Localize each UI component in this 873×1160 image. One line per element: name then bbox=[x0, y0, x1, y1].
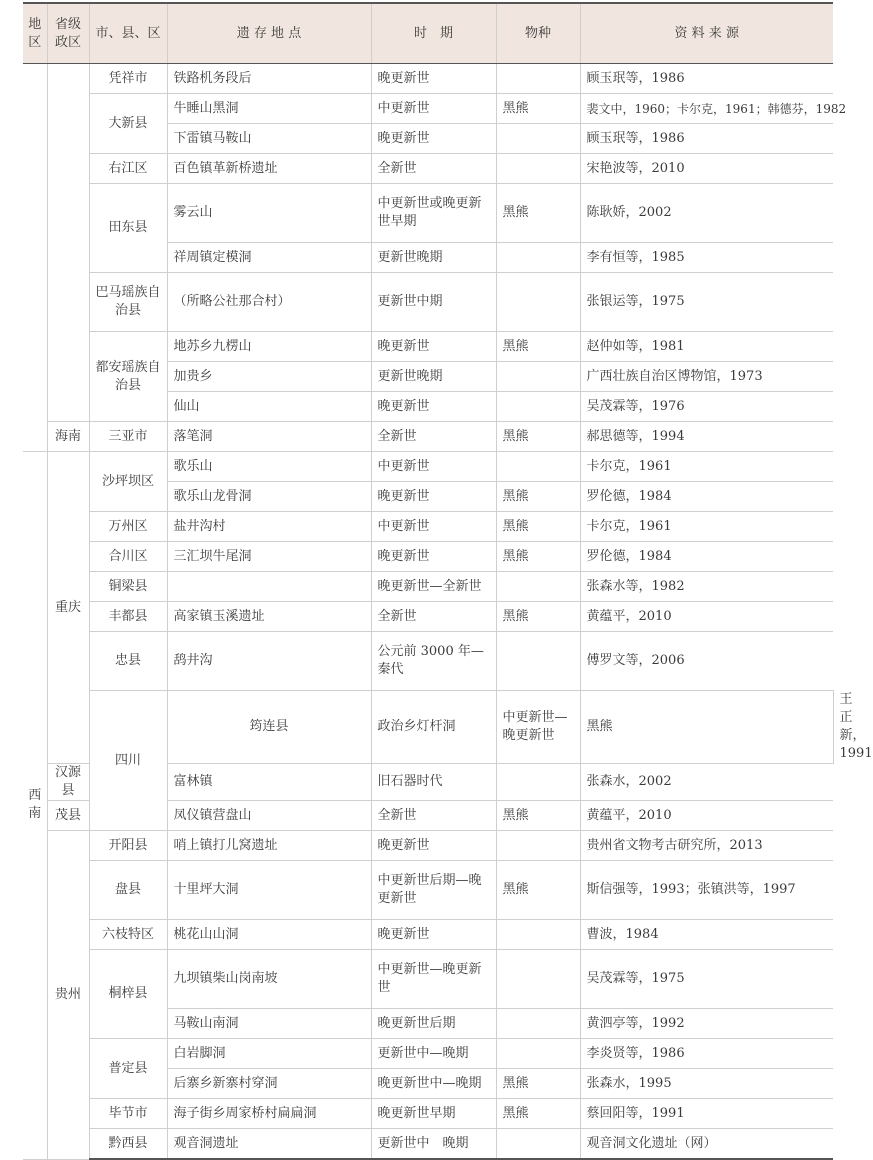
table-row bbox=[23, 154, 833, 184]
table-row: 四川 筠连县 政治乡灯杆洞 中更新世—晚更新世 黑熊 王正新，1991 bbox=[23, 691, 833, 764]
period-cell: 晚更新世中—晚期 bbox=[371, 1069, 496, 1099]
site-cell: 富林镇 bbox=[167, 764, 371, 801]
county-cell: 大新县 bbox=[89, 94, 167, 154]
header-county: 市、县、区 bbox=[89, 3, 167, 64]
species-cell: 黑熊 bbox=[496, 94, 580, 124]
species-cell bbox=[496, 154, 580, 184]
county-cell: 桐梓县 bbox=[89, 950, 167, 1039]
species-cell: 黑熊 bbox=[496, 482, 580, 512]
county-cell: 铜梁县 bbox=[89, 572, 167, 602]
site-cell: 三汇坝牛尾洞 bbox=[167, 542, 371, 572]
county-cell: 汉源县 bbox=[47, 764, 89, 801]
species-cell: 黑熊 bbox=[496, 1069, 580, 1099]
species-cell bbox=[496, 362, 580, 392]
period-cell: 中更新世 bbox=[371, 452, 496, 482]
table-row bbox=[23, 632, 833, 691]
period-cell: 更新世中—晚期 bbox=[371, 1039, 496, 1069]
period-cell: 晚更新世 bbox=[371, 542, 496, 572]
table-row bbox=[23, 831, 833, 861]
source-cell: 张森水，1995 bbox=[580, 1069, 833, 1099]
species-cell: 黑熊 bbox=[496, 184, 580, 243]
period-cell: 中更新世—晚更新世 bbox=[496, 691, 580, 764]
source-cell: 张银运等，1975 bbox=[580, 273, 833, 332]
province-cell: 贵州 bbox=[47, 831, 89, 1160]
header-site: 遗 存 地 点 bbox=[167, 3, 371, 64]
county-cell: 沙坪坝区 bbox=[89, 452, 167, 512]
species-cell bbox=[496, 452, 580, 482]
province-cell: 四川 bbox=[89, 691, 167, 831]
source-cell: 顾玉珉等，1986 bbox=[580, 124, 833, 154]
table-row bbox=[23, 1039, 833, 1069]
species-cell bbox=[496, 392, 580, 422]
species-cell bbox=[496, 920, 580, 950]
county-cell: 普定县 bbox=[89, 1039, 167, 1099]
source-cell: 郝思德等，1994 bbox=[580, 422, 833, 452]
table-row bbox=[23, 64, 833, 94]
county-cell: 六枝特区 bbox=[89, 920, 167, 950]
header-source: 资 料 来 源 bbox=[580, 3, 833, 64]
county-cell: 毕节市 bbox=[89, 1099, 167, 1129]
header-species: 物种 bbox=[496, 3, 580, 64]
period-cell: 晚更新世 bbox=[371, 332, 496, 362]
source-cell: 黄蕴平，2010 bbox=[580, 602, 833, 632]
county-cell: 万州区 bbox=[89, 512, 167, 542]
species-cell: 黑熊 bbox=[496, 512, 580, 542]
species-cell bbox=[496, 831, 580, 861]
source-cell: 黄泗亭等，1992 bbox=[580, 1009, 833, 1039]
site-cell: 鸹井沟 bbox=[167, 632, 371, 691]
county-cell: 合川区 bbox=[89, 542, 167, 572]
period-cell: 更新世中期 bbox=[371, 273, 496, 332]
province-cell: 重庆 bbox=[47, 452, 89, 764]
site-cell: 百色镇革新桥遗址 bbox=[167, 154, 371, 184]
region-cell bbox=[23, 64, 47, 452]
species-cell: 黑熊 bbox=[496, 801, 580, 831]
table-row bbox=[23, 861, 833, 920]
table-row bbox=[23, 920, 833, 950]
province-cell: 海南 bbox=[47, 422, 89, 452]
source-cell: 裴文中，1960；卡尔克，1961；韩德芬，1982 bbox=[580, 94, 833, 124]
species-cell: 黑熊 bbox=[496, 332, 580, 362]
source-cell: 宋艳波等，2010 bbox=[580, 154, 833, 184]
county-cell: 筠连县 bbox=[167, 691, 371, 764]
source-cell: 张森水，2002 bbox=[580, 764, 833, 801]
site-cell: 铁路机务段后 bbox=[167, 64, 371, 94]
species-cell: 黑熊 bbox=[580, 691, 833, 764]
period-cell: 更新世晚期 bbox=[371, 243, 496, 273]
table-row bbox=[23, 1099, 833, 1129]
period-cell: 晚更新世 bbox=[371, 392, 496, 422]
period-cell: 全新世 bbox=[371, 602, 496, 632]
table-row bbox=[23, 512, 833, 542]
fauna-records-table bbox=[23, 2, 873, 1160]
site-cell: 歌乐山龙骨洞 bbox=[167, 482, 371, 512]
source-cell: 吴茂霖等，1975 bbox=[580, 950, 833, 1009]
table-row bbox=[23, 1129, 833, 1160]
site-cell: 桃花山山洞 bbox=[167, 920, 371, 950]
table-row bbox=[23, 602, 833, 632]
period-cell: 中更新世或晚更新世早期 bbox=[371, 184, 496, 243]
site-cell: 高家镇玉溪遗址 bbox=[167, 602, 371, 632]
table-row bbox=[23, 332, 833, 362]
period-cell: 晚更新世 bbox=[371, 482, 496, 512]
site-cell: 政治乡灯杆洞 bbox=[371, 691, 496, 764]
site-cell: 马鞍山南洞 bbox=[167, 1009, 371, 1039]
source-cell: 赵仲如等，1981 bbox=[580, 332, 833, 362]
header-period: 时 期 bbox=[371, 3, 496, 64]
species-cell bbox=[496, 273, 580, 332]
header-region: 地区 bbox=[23, 3, 47, 64]
site-cell: 歌乐山 bbox=[167, 452, 371, 482]
species-cell: 黑熊 bbox=[496, 861, 580, 920]
site-cell: 海子街乡周家桥村扁扁洞 bbox=[167, 1099, 371, 1129]
county-cell: 三亚市 bbox=[89, 422, 167, 452]
period-cell: 全新世 bbox=[371, 422, 496, 452]
site-cell: 十里坪大洞 bbox=[167, 861, 371, 920]
site-cell: 哨上镇打儿窝遗址 bbox=[167, 831, 371, 861]
species-cell: 黑熊 bbox=[496, 542, 580, 572]
species-cell bbox=[496, 243, 580, 273]
county-cell: 忠县 bbox=[89, 632, 167, 691]
header-row bbox=[23, 3, 833, 64]
period-cell: 全新世 bbox=[371, 154, 496, 184]
header-province: 省级政区 bbox=[47, 3, 89, 64]
source-cell: 黄蕴平，2010 bbox=[580, 801, 833, 831]
species-cell bbox=[496, 1039, 580, 1069]
source-cell: 卡尔克，1961 bbox=[580, 512, 833, 542]
site-cell: 下雷镇马鞍山 bbox=[167, 124, 371, 154]
source-cell: 李有恒等，1985 bbox=[580, 243, 833, 273]
county-cell: 丰都县 bbox=[89, 602, 167, 632]
county-cell: 都安瑶族自治县 bbox=[89, 332, 167, 422]
province-cell bbox=[47, 64, 89, 422]
table-row bbox=[23, 184, 833, 243]
period-cell: 中更新世后期—晚更新世 bbox=[371, 861, 496, 920]
period-cell: 全新世 bbox=[371, 801, 496, 831]
species-cell bbox=[496, 64, 580, 94]
table-row bbox=[23, 94, 833, 124]
source-cell: 傅罗文等，2006 bbox=[580, 632, 833, 691]
table-row bbox=[23, 950, 833, 1009]
site-cell: 落笔洞 bbox=[167, 422, 371, 452]
species-cell: 黑熊 bbox=[496, 1099, 580, 1129]
site-cell: （所略公社那合村） bbox=[167, 273, 371, 332]
site-cell: 牛睡山黑洞 bbox=[167, 94, 371, 124]
species-cell: 黑熊 bbox=[496, 602, 580, 632]
site-cell: 加贵乡 bbox=[167, 362, 371, 392]
source-cell: 贵州省文物考古研究所，2013 bbox=[580, 831, 833, 861]
period-cell: 中更新世—晚更新世 bbox=[371, 950, 496, 1009]
site-cell: 观音洞遗址 bbox=[167, 1129, 371, 1160]
county-cell: 开阳县 bbox=[89, 831, 167, 861]
period-cell: 晚更新世 bbox=[371, 124, 496, 154]
table-row bbox=[23, 452, 833, 482]
county-cell: 盘县 bbox=[89, 861, 167, 920]
period-cell: 晚更新世 bbox=[371, 920, 496, 950]
species-cell bbox=[496, 632, 580, 691]
site-cell: 白岩脚洞 bbox=[167, 1039, 371, 1069]
site-cell: 地苏乡九楞山 bbox=[167, 332, 371, 362]
species-cell bbox=[496, 1009, 580, 1039]
county-cell: 茂县 bbox=[47, 801, 89, 831]
period-cell: 更新世晚期 bbox=[371, 362, 496, 392]
source-cell: 蔡回阳等，1991 bbox=[580, 1099, 833, 1129]
source-cell: 卡尔克，1961 bbox=[580, 452, 833, 482]
site-cell: 九坝镇柴山岗南坡 bbox=[167, 950, 371, 1009]
period-cell: 中更新世 bbox=[371, 94, 496, 124]
site-cell: 祥周镇定模洞 bbox=[167, 243, 371, 273]
table-row bbox=[23, 422, 833, 452]
species-cell bbox=[496, 950, 580, 1009]
period-cell: 中更新世 bbox=[371, 512, 496, 542]
site-cell: 雾云山 bbox=[167, 184, 371, 243]
site-cell: 后寨乡新寨村穿洞 bbox=[167, 1069, 371, 1099]
period-cell: 晚更新世 bbox=[371, 831, 496, 861]
source-cell: 罗伦德，1984 bbox=[580, 542, 833, 572]
site-cell: 盐井沟村 bbox=[167, 512, 371, 542]
county-cell: 黔西县 bbox=[89, 1129, 167, 1160]
period-cell: 晚更新世—全新世 bbox=[371, 572, 496, 602]
source-cell: 顾玉珉等，1986 bbox=[580, 64, 833, 94]
period-cell: 公元前 3000 年—秦代 bbox=[371, 632, 496, 691]
site-cell: 凤仪镇营盘山 bbox=[167, 801, 371, 831]
source-cell: 张森水等，1982 bbox=[580, 572, 833, 602]
region-cell: 西南 bbox=[23, 452, 47, 1160]
table-row bbox=[23, 542, 833, 572]
site-cell: 仙山 bbox=[167, 392, 371, 422]
county-cell: 右江区 bbox=[89, 154, 167, 184]
source-cell: 李炎贤等，1986 bbox=[580, 1039, 833, 1069]
site-cell bbox=[167, 572, 371, 602]
period-cell: 晚更新世 bbox=[371, 64, 496, 94]
source-cell: 观音洞文化遗址（网） bbox=[580, 1129, 833, 1160]
period-cell: 更新世中 晚期 bbox=[371, 1129, 496, 1160]
source-cell: 吴茂霖等，1976 bbox=[580, 392, 833, 422]
source-cell: 广西壮族自治区博物馆，1973 bbox=[580, 362, 833, 392]
county-cell: 巴马瑶族自治县 bbox=[89, 273, 167, 332]
species-cell: 黑熊 bbox=[496, 422, 580, 452]
species-cell bbox=[496, 124, 580, 154]
species-cell bbox=[496, 764, 580, 801]
source-cell: 斯信强等，1993；张镇洪等，1997 bbox=[580, 861, 833, 920]
county-cell: 田东县 bbox=[89, 184, 167, 273]
source-cell: 罗伦德，1984 bbox=[580, 482, 833, 512]
source-cell: 陈耿娇，2002 bbox=[580, 184, 833, 243]
species-cell bbox=[496, 1129, 580, 1160]
table-row bbox=[23, 273, 833, 332]
period-cell: 晚更新世早期 bbox=[371, 1099, 496, 1129]
period-cell: 晚更新世后期 bbox=[371, 1009, 496, 1039]
source-cell: 曹波，1984 bbox=[580, 920, 833, 950]
county-cell: 凭祥市 bbox=[89, 64, 167, 94]
table-row bbox=[23, 572, 833, 602]
species-cell bbox=[496, 572, 580, 602]
period-cell: 旧石器时代 bbox=[371, 764, 496, 801]
